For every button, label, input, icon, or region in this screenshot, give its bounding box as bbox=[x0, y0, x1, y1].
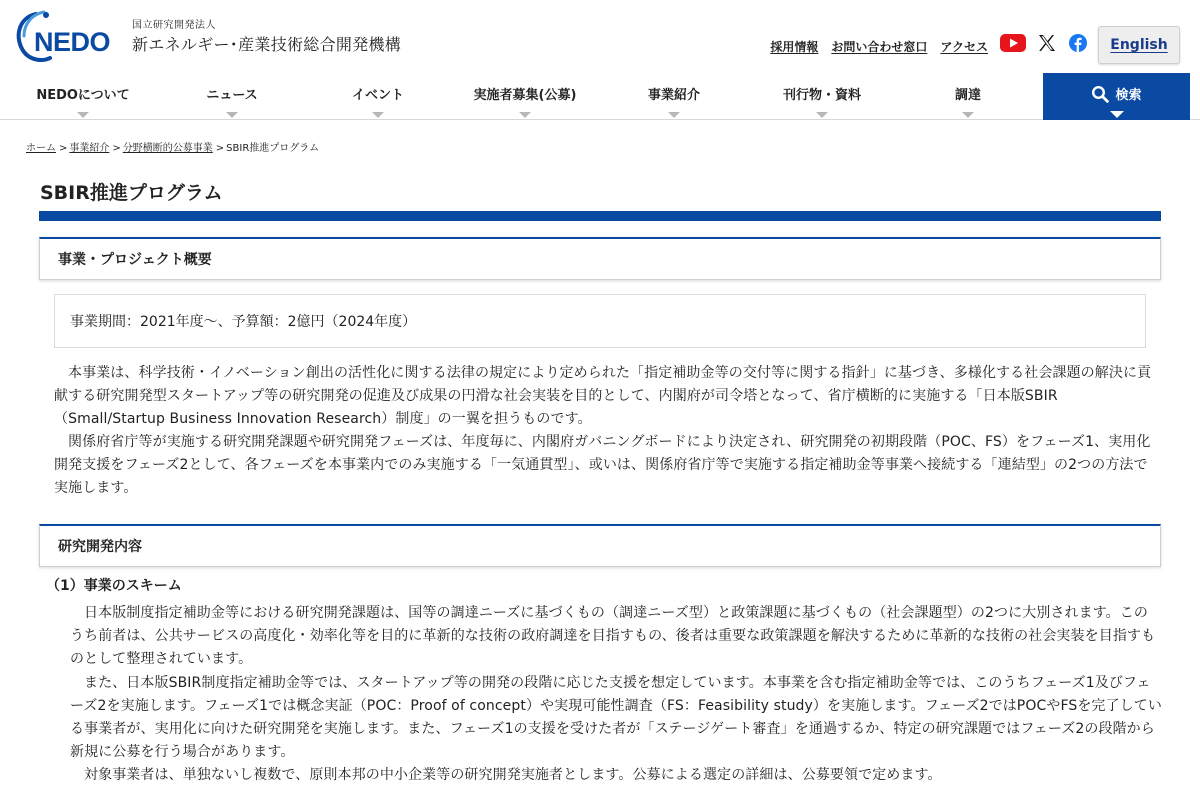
nav-item-news[interactable] bbox=[166, 73, 298, 119]
search-button[interactable] bbox=[1043, 73, 1190, 120]
utility-links bbox=[770, 38, 988, 55]
section-heading-research: 研究開発内容 bbox=[39, 524, 1161, 567]
chevron-down-icon bbox=[1110, 111, 1124, 118]
english-button[interactable]: English bbox=[1098, 26, 1180, 64]
org-title: 新エネルギー･産業技術総合開発機構 bbox=[132, 35, 402, 54]
title-underline-bar bbox=[39, 211, 1161, 221]
recruit-link[interactable]: 採用情報 bbox=[770, 40, 819, 54]
breadcrumb-current: SBIR推進プログラム bbox=[226, 143, 320, 154]
breadcrumb-separator: > bbox=[112, 143, 121, 154]
youtube-icon[interactable] bbox=[1000, 32, 1026, 54]
breadcrumb-projects[interactable]: 事業紹介 bbox=[69, 143, 110, 154]
breadcrumb-home[interactable]: ホーム bbox=[26, 143, 56, 154]
nav-item-label: 実施者募集(公募) bbox=[473, 88, 577, 103]
contact-link[interactable]: お問い合わせ窓口 bbox=[831, 40, 928, 54]
chevron-down-icon bbox=[372, 112, 384, 118]
nedo-logo-mark bbox=[10, 8, 128, 64]
nav-item-label: イベント bbox=[351, 88, 404, 103]
nav-item-about[interactable] bbox=[0, 73, 166, 119]
breadcrumb-separator: > bbox=[215, 143, 225, 154]
search-icon bbox=[1091, 85, 1109, 103]
global-nav bbox=[0, 73, 1200, 120]
chevron-down-icon bbox=[519, 112, 531, 118]
site-header bbox=[0, 0, 1200, 72]
org-subtitle: 国立研究開発法人 bbox=[132, 20, 216, 31]
chevron-down-icon bbox=[77, 112, 89, 118]
chevron-down-icon bbox=[816, 112, 828, 118]
nav-item-label: 刊行物・資料 bbox=[782, 88, 861, 103]
nav-item-publications[interactable] bbox=[756, 73, 888, 119]
facebook-icon[interactable] bbox=[1065, 32, 1091, 54]
project-period-text: 事業期間：2021年度〜、予算額：2億円（2024年度） bbox=[70, 314, 417, 330]
nedo-logo[interactable] bbox=[10, 8, 128, 64]
page-title: SBIR推進プログラム bbox=[40, 182, 223, 204]
nav-item-label: NEDOについて bbox=[36, 88, 130, 103]
subsection-heading-scheme: （1）事業のスキーム bbox=[46, 578, 182, 594]
org-name bbox=[132, 20, 401, 56]
breadcrumb bbox=[26, 139, 319, 154]
x-icon[interactable] bbox=[1034, 32, 1060, 54]
breadcrumb-separator: > bbox=[59, 143, 68, 154]
nav-item-label: 調達 bbox=[954, 88, 981, 103]
access-link[interactable]: アクセス bbox=[940, 40, 988, 54]
svg-text:NEDO: NEDO bbox=[34, 27, 111, 57]
overview-paragraph: 本事業は、科学技術・イノベーション創出の活性化に関する法律の規定により定められた「指定補助金等の交付等に関する指針」に基づき、多様化する社会課題の解決に貢献する研究開発型スタートアップ等の研究開発の促進及び成果の円滑な社会実装を目的として、内閣府が司令塔となって、省庁横断的に実施する「日本版SBIR（Small/Startup Business Innovation Research）制度」の一翼を担うものです。 bbox=[54, 365, 1152, 427]
nav-item-label: ニュース bbox=[206, 88, 258, 103]
research-paragraph: また、日本版SBIR制度指定補助金等では、スタートアップ等の開発の段階に応じた支援を想定しています。本事業を含む指定補助金等では、このうちフェーズ1及びフェーズ2を実施します。フェーズ1では概念実証（POC：Proof of concept）や実現可能性調査（FS：Feasibility study）を実施します。フェーズ2ではPOCやFSを完了している事業者が、実用化に向けた研究開発を実施します。また、フェーズ1の支援を受けた者が「ステージゲート審査」を通過するか、特定の研究課題ではフェーズ2の段階から新規に公募を行う場合があります。 bbox=[70, 675, 1162, 760]
search-label: 検索 bbox=[1115, 88, 1142, 103]
chevron-down-icon bbox=[962, 112, 974, 118]
breadcrumb-cross-field[interactable]: 分野横断的公募事業 bbox=[122, 143, 213, 154]
research-paragraph: 日本版制度指定補助金等における研究開発課題は、国等の調達ニーズに基づくもの（調達ニーズ型）と政策課題に基づくもの（社会課題型）の2つに大別されます。このうち前者は、公共サービスの高度化・効率化等を目的に革新的な技術の政府調達を目指すもの、後者は重要な政策課題を解決するために革新的な技術の社会実装を目指すものとして整理されています。 bbox=[70, 605, 1156, 667]
nav-item-calls[interactable] bbox=[458, 73, 592, 119]
chevron-down-icon bbox=[226, 112, 238, 118]
overview-paragraph: 関係府省庁等が実施する研究開発課題や研究開発フェーズは、年度毎に、内閣府ガバニングボードにより決定され、研究開発の初期段階（POC、FS）をフェーズ1、実用化開発支援をフェーズ2として、各フェーズを本事業内でのみ実施する「一気通貫型」、或いは、関係府省庁等で実施する指定補助金等事業へ接続する「連結型」の2つの方法で実施します。 bbox=[54, 434, 1151, 496]
section-heading-overview: 事業・プロジェクト概要 bbox=[39, 237, 1161, 280]
nav-item-procurement[interactable] bbox=[888, 73, 1048, 119]
nav-item-label: 事業紹介 bbox=[647, 88, 700, 103]
research-paragraph: 対象事業者は、単独ないし複数で、原則本邦の中小企業等の研究開発実施者とします。公募による選定の詳細は、公募要領で定めます。 bbox=[84, 767, 942, 783]
nav-item-events[interactable] bbox=[298, 73, 458, 119]
project-period-box bbox=[54, 294, 1146, 348]
nav-item-projects[interactable] bbox=[592, 73, 756, 119]
chevron-down-icon bbox=[668, 112, 680, 118]
